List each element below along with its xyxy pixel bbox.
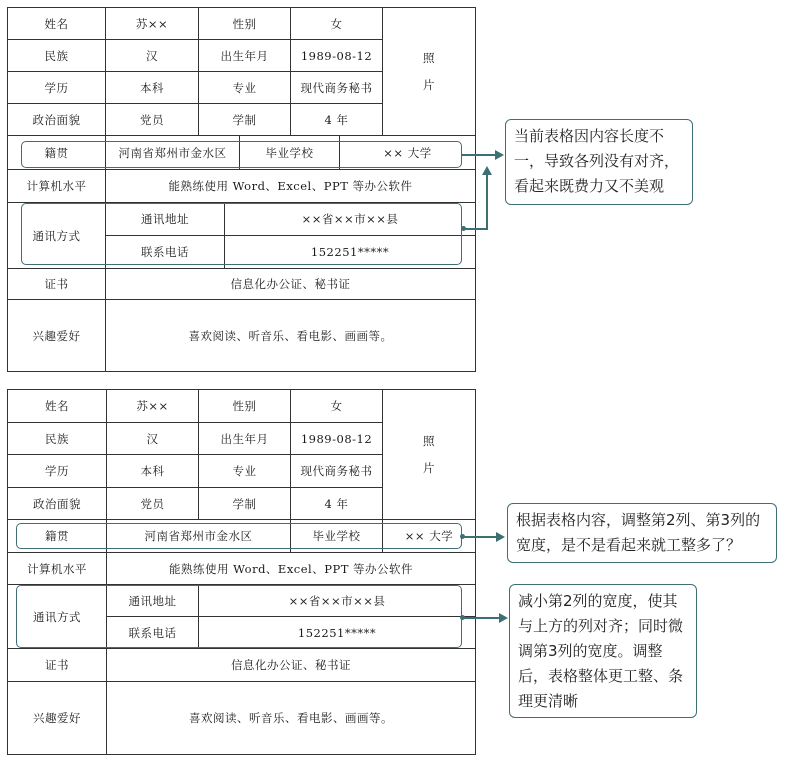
cell-computer-value: 能熟练使用 Word、Excel、PPT 等办公软件 <box>107 553 475 585</box>
cell-gender-value: 女 <box>291 390 383 423</box>
cell-school-label: 毕业学校 <box>240 136 340 170</box>
cell-hobby-value: 喜欢阅读、听音乐、看电影、画画等。 <box>188 328 393 343</box>
cell-politics-value: 党员 <box>107 488 199 520</box>
cell-name-value: 苏×× <box>106 8 199 40</box>
cell-school-value: ×× 大学 <box>340 136 475 170</box>
cell-native-value: 河南省郑州市金水区 <box>106 136 240 170</box>
cell-address-label: 通讯地址 <box>106 203 225 236</box>
cell-hobby-value: 喜欢阅读、听音乐、看电影、画画等。 <box>189 711 393 725</box>
cell-hobby-label: 兴趣爱好 <box>8 682 107 754</box>
cell-cert-label: 证书 <box>8 649 107 682</box>
photo-char-2: 片 <box>423 460 435 475</box>
cell-address-value: ××省××市××县 <box>199 585 475 617</box>
cell-education-value: 本科 <box>106 72 199 104</box>
cell-birth-label: 出生年月 <box>199 40 291 72</box>
cell-native-label: 籍贯 <box>8 136 106 170</box>
cell-native-value: 河南省郑州市金水区 <box>107 520 291 553</box>
cell-politics-value: 党员 <box>106 104 199 136</box>
resume-table-after <box>7 389 476 755</box>
cell-phone-value: 152251***** <box>225 236 475 269</box>
cell-education-label: 学历 <box>8 72 106 104</box>
cell-name-label: 姓名 <box>8 390 107 423</box>
cell-education-value: 本科 <box>107 455 199 488</box>
cell-duration-value: 4 年 <box>291 488 383 520</box>
connector-line <box>462 154 497 156</box>
connector-line <box>463 617 501 619</box>
cell-contact-label: 通讯方式 <box>8 203 106 269</box>
cell-contact-label: 通讯方式 <box>8 585 107 649</box>
cell-phone-label: 联系电话 <box>106 236 225 269</box>
resume-table-before <box>7 7 476 372</box>
cell-computer-value: 能熟练使用 Word、Excel、PPT 等办公软件 <box>106 170 475 203</box>
highlight-native-row-before <box>21 141 462 168</box>
cell-computer-label: 计算机水平 <box>8 553 107 585</box>
cell-politics-label: 政治面貌 <box>8 104 106 136</box>
cell-photo <box>383 8 475 136</box>
cell-birth-value: 1989-08-12 <box>291 40 383 72</box>
cell-duration-label: 学制 <box>199 488 291 520</box>
cell-school-label: 毕业学校 <box>291 520 383 553</box>
arrow-head-up <box>482 166 492 175</box>
arrow-head <box>496 532 505 542</box>
cell-cert-value: 信息化办公证、秘书证 <box>106 269 475 300</box>
cell-duration-label: 学制 <box>199 104 291 136</box>
connector-line <box>463 536 498 538</box>
photo-char-1: 照 <box>423 433 435 448</box>
cell-duration-value: 4 年 <box>291 104 383 136</box>
cell-phone-value: 152251***** <box>199 617 475 649</box>
cell-school-value: ×× 大学 <box>383 520 475 553</box>
cell-native-label: 籍贯 <box>8 520 107 553</box>
cell-hobby-label: 兴趣爱好 <box>8 300 106 371</box>
cell-birth-label: 出生年月 <box>199 423 291 455</box>
cell-address-value: ××省××市××县 <box>225 203 475 236</box>
callout-problem: 当前表格因内容长度不一，导致各列没有对齐，看起来既费力又不美观 <box>505 119 693 205</box>
callout-solution: 根据表格内容，调整第2列、第3列的宽度，是不是看起来就工整多了？ <box>507 503 777 563</box>
highlight-contact-rows-before <box>21 203 462 265</box>
arrow-head <box>499 613 508 623</box>
cell-gender-value: 女 <box>291 8 383 40</box>
photo-char-2: 片 <box>423 77 435 92</box>
cell-major-value: 现代商务秘书 <box>291 72 383 104</box>
cell-cert-value: 信息化办公证、秘书证 <box>107 649 475 682</box>
cell-name-value: 苏×× <box>107 390 199 423</box>
arrow-head <box>495 150 504 160</box>
cell-major-value: 现代商务秘书 <box>291 455 383 488</box>
cell-phone-label: 联系电话 <box>107 617 199 649</box>
cell-education-label: 学历 <box>8 455 107 488</box>
cell-politics-label: 政治面貌 <box>8 488 107 520</box>
cell-ethnicity-value: 汉 <box>106 40 199 72</box>
cell-gender-label: 性别 <box>199 390 291 423</box>
photo-char-1: 照 <box>423 50 435 65</box>
cell-major-label: 专业 <box>199 72 291 104</box>
callout-detail: 减小第2列的宽度，使其与上方的列对齐；同时微调第3列的宽度。调整后，表格整体更工整、条理更清晰 <box>509 584 697 718</box>
connector-line <box>486 168 488 230</box>
cell-cert-label: 证书 <box>8 269 106 300</box>
cell-gender-label: 性别 <box>199 8 291 40</box>
cell-ethnicity-label: 民族 <box>8 423 107 455</box>
highlight-contact-rows-after <box>16 585 462 648</box>
cell-computer-label: 计算机水平 <box>8 170 106 203</box>
cell-address-label: 通讯地址 <box>107 585 199 617</box>
cell-name-label: 姓名 <box>8 8 106 40</box>
cell-photo <box>383 390 475 520</box>
cell-birth-value: 1989-08-12 <box>291 423 383 455</box>
highlight-native-row-after <box>16 523 462 549</box>
cell-ethnicity-label: 民族 <box>8 40 106 72</box>
connector-line <box>464 228 487 230</box>
cell-major-label: 专业 <box>199 455 291 488</box>
cell-ethnicity-value: 汉 <box>107 423 199 455</box>
